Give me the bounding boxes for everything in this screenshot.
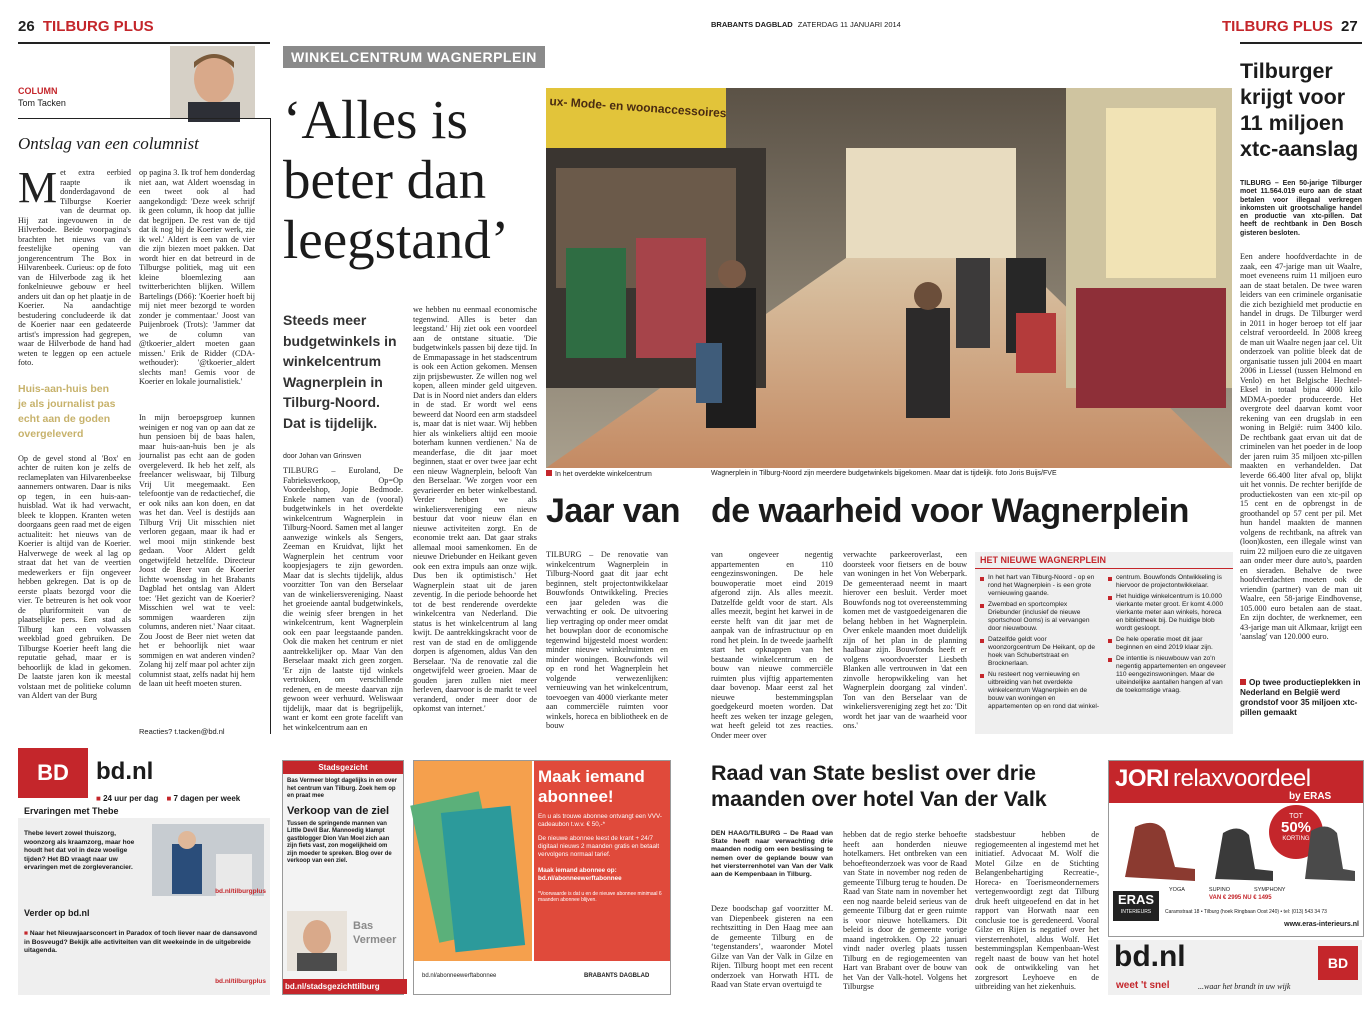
side-headline: Tilburger krijgt voor 11 miljoen xtc-aanslag: [1240, 59, 1359, 161]
bd-photo: [152, 824, 264, 896]
abo-brand: BRABANTS DAGBLAD: [584, 973, 650, 979]
bd-subhead-2: Verder op bd.nl: [24, 908, 90, 918]
raad-text-3: stadsbestuur hebben de regiogemeenten al ingestemd met het initiatief. Advocaat M. Wolf die Motel Gilze en de Stichting Belangenbehartiging Recreatie-, Horeca- en Toerismeondernemers vertegenwoordigt zegt dat Tilburg druk heeft uitgeoefend en dat in het rapport van Horwath naar een conclusie toe is geredeneerd. Vooral Gilze en Rijen is negatief over het viersterrenhotel, aldus Wolf. Het bestemmingsplan Kempenbaan-West regelt naast de bouw van het hotel ook de ontwikkeling van het zorgresort Leyhoeve en de uitbreiding van het ziekenhuis.: [975, 830, 1099, 991]
page-header-left: [18, 18, 154, 35]
column-pullquote: Huis-aan-huis ben je als journalist pas echt aan de goden overgeleverd: [18, 382, 116, 440]
bd-logo: bd.nl: [96, 758, 154, 785]
raad-lead: DEN HAAG/TILBURG – De Raad van State heeft naar verwachting drie maanden nodig om een beslissing te nemen over de geplande bouw van het viersterrenhotel van Van der Valk aan de Kempenbaan in Tilburg.: [711, 830, 833, 879]
feature-col-1: TILBURG – Euroland, De Fabrieksverkoop, Op=Op Voordeelshop, Jopie Bedmode. Enkele namen van de (vooral) budgetwinkels in het overdekte winkelcentrum Wagnerplein in Tilburg-Noord. Samen met al langer aanwezige winkels als Sengers, Zeeman en Kruidvat, lijkt het Wagnerplein het centrum voor koopjesjagers te zijn geworden. Maar dat is slechts tijdelijk, aldus voorzitter Ton van den Berselaar van de winkeliersvereniging. Naast het groeiende aantal budgetwinkels, die weinig sfeer brengen in het winkelcentrum, kent Wagnerplein ook een paar leegstaande panden. Ook die maken het centrum er niet aantrekkelijker op. Maar Van den Berselaar maakt zich geen zorgen. 'Er zijn de laatste tijd winkels vertrokken, om verschillende redenen, en de meeste daarvan zijn gewoon weer verhuurd. Weliswaar tijdelijk, maar dat is begrijpelijk, want er komt een grote facelift van het winkelcentrum aan en: [283, 466, 403, 732]
info-box-title: HET NIEUWE WAGNERPLEIN: [975, 552, 1233, 569]
jori-website[interactable]: www.eras-interieurs.nl: [1284, 921, 1359, 928]
headline-part-1: Jaar van: [546, 492, 680, 530]
article-col-b: van ongeveer negentig appartementen en 110 eengezinswoningen. De hele bouwoperatie moet eind 2019 afgerond zijn. Als alles meezit. Datzelfde geldt voor de start. Als alles meezit, begint het karwei in de eerste helft van dit jaar met de aanpak van de infrastructuur op en rond het plein. In de tweede jaarhelft start het opknappen van het bestaande winkelcentrum en de bouw van nieuwe commerciële ruimten plus vijftig appartementen daar bovenop. Maar eerst zal het nieuwe bestemmingsplan goedgekeurd moeten worden. Dat heeft zes weken ter inzage gelegen, wat heeft geleid tot zes reacties. Onder meer over: [711, 550, 833, 740]
column-text-1: et extra eerbied raapte ik donderdagavond de Tilburgse Koerier van de deurmat op. Hij zat ingevouwen in de Hilverbode. Beide voorpagina's brachten het nieuws van de feestelijke opening van jongerencentrum The Box in Hilvarenbeek. Curieus: op de foto van de Hilverbode zag ik het fonkelnieuwe gebouw er heel anders uit dan op het plaatje in de Koerier. Na aandachtige bestudering concludeerde ik dat de Koerier naar een gedateerde artist's impression had gegrepen, waar de Hilverbode de hand had weten te leggen op een actuele foto.: [18, 168, 131, 367]
bd-taglines: ■ 24 uur per dag ■ 7 dagen per week: [96, 794, 241, 803]
jori-chairs: [1115, 807, 1355, 887]
stad-intro: Bas Vermeer blogt dagelijks in en over het centrum van Tilburg. Zoek hem op en praat mee: [287, 778, 398, 799]
feature-kicker: WINKELCENTRUM WAGNERPLEIN: [283, 46, 545, 68]
info-box-col-1: [980, 574, 1100, 714]
side-lead: TILBURG – Een 50-jarige Tilburger moet 11.564.019 euro aan de staat betalen voor illegaal verkregen inkomsten uit grootschalige handel en productie van xtc-pillen. Dat heeft de rechtbank in Den Bosch gisteren besloten.: [1240, 180, 1362, 237]
bd-online-ad[interactable]: [18, 748, 270, 995]
abo-text-3: Maak iemand abonnee op: bd.nl/abonneewerftabonnee: [538, 867, 622, 882]
masthead: [711, 20, 901, 29]
jori-address: Caramstraat 18 • Tilburg (hoek Ringbaan Oost 240) • tel: (013) 543 34 73: [1165, 909, 1327, 915]
abo-voucher: [414, 761, 532, 961]
abo-text-1: En u als trouwe abonnee ontvangt een VVV-cadeaubon t.w.v. € 50,-*: [538, 813, 662, 828]
article-col-a: TILBURG – De renovatie van winkelcentrum Wagnerplein in Tilburg-Noord gaat dit jaar echt beginnen, stelt projectontwikkelaar Bouwfonds Ontwikkeling. Precies een jaar geleden was die verwachting er ook. De uitvoering liep vertraging op onder meer omdat het bouwplan door de economische tegenwind bijgesteld moest worden: minder nieuwe winkelruimten en minder woningen. Bouwfonds wil op en rond het Wagnerplein het volgende verwezenlijken: vernieuwing van het winkelcentrum, toevoegen van 4000 vierkante meter aan commerciële ruimten voor winkels, horeca en bibliotheek en de bouw: [546, 550, 668, 730]
column-col-1: [18, 163, 131, 753]
bd-footer-tag: weet 't snel: [1116, 980, 1170, 991]
headline-part-2: de waarheid voor Wagnerplein: [711, 492, 1189, 530]
stad-label: Stadsgezicht: [283, 761, 403, 774]
info-box-item: De intentie is nieuwbouw van zo'n negentig appartementen en ongeveer 110 eengezinswoningen. Maar de uiteindelijke aantallen hangen af van de toekomstige vraag.: [1108, 655, 1228, 695]
subscription-ad[interactable]: [413, 760, 671, 995]
info-box-item: Datzelfde geldt voor woonzorgcentrum De Heikant, op de hoek van Schubertstraat en Brocknerlaan.: [980, 636, 1100, 668]
eras-logo: ERAS INTERIEURS: [1113, 891, 1159, 921]
header-rule: [18, 42, 270, 44]
article-col-c: verwachte parkeeroverlast, een doorsteek voor fietsers en de bouw van woningen in het Von Weberpark. De gemeenteraad neemt in maart hierover een besluit. Verder moet Bouwfonds nog tot overeenstemming komen met de vastgoedeigenaren die belang hebben in het Wagnerplein. Over enkele maanden moet duidelijk zijn of het plan in de planning haalbaar zijn. Bouwfonds heeft er volgens woordvoerster Liesbeth Blanken alle vertrouwen in 'dat een zinvolle heropwikkeling van het Wagnerplein doorgang zal vinden'. Ton van den Berselaar van de winkeliersvereniging zegt het zo: 'Dit wordt het jaar van de waarheid voor ons.': [843, 550, 967, 730]
abo-small: *Voorwaarde is dat u en de nieuwe abonnee minimaal 6 maanden abonnee blijven.: [538, 891, 662, 903]
abo-link[interactable]: bd.nl/abonneewerftabonnee: [422, 973, 497, 979]
column-headline: Ontslag van een columnist: [18, 134, 199, 153]
column-side-rule: [270, 118, 271, 734]
column-text-3: op pagina 3. Ik trof hem donderdag niet aan, wat Aldert woensdag in een tweet ook al had aangekondigd: 'Deze week schrijf ik geen column, ik hoop dat jullie dat begrijpen. De rest van de tijd dat ik nog bij de Koerier werk, zie ik wel.' Aldert is een van de vier die zijn biezen moet pakken. Dat wordt hier en dat betreurd in de Tilburgse politiek, mag uit een kleine bloemlezing aan twitterberichten blijken. Willem Bartelings (D66): 'Koerier hoeft bij mij niet meer bezorgd te worden zonder je commentaar.' Joost van Puijenbroek (Trots): 'Jammer dat we de column van @tkoerier_aldert moeten gaan missen.' Erik de Ridder (CDA-wethouder): '@tkoerier_aldert slechts man! Gemis voor de Koerier en lokale journalistiek.': [139, 168, 255, 386]
column-author: Tom Tacken: [18, 98, 66, 108]
jori-price: VAN € 2995 NU € 1495: [1209, 895, 1272, 901]
abo-title: Maak iemand abonnee!: [538, 767, 645, 806]
stad-link[interactable]: bd.nl/stadsgezichttilburg: [283, 979, 407, 994]
stad-title: Verkoop van de ziel: [287, 804, 390, 817]
bd-footer-slogan: ...waar het brandt in uw wijk: [1198, 982, 1291, 991]
stad-portrait: [287, 911, 347, 971]
jori-title: JORI relaxvoordeel: [1115, 765, 1311, 792]
bd-text: Thebe levert zowel thuiszorg, woonzorg als kraamzorg, maar hoe houdt het dat vol in deze woelige tijden? Het BD vraagt naar uw ervaringen met de zorgleverancier.: [24, 830, 135, 871]
bd-lion-logo: BD: [18, 748, 88, 798]
feature-quote-headline: ‘Alles is beter dan leegstand’: [283, 89, 510, 270]
info-box-item: centrum. Bouwfonds Ontwikkeling is hiervoor de projectontwikkelaar.: [1108, 574, 1228, 590]
photo-caption-right: Wagnerplein in Tilburg-Noord zijn meerdere budgetwinkels bijgekomen. Maar dat is tijdelijk. foto Joris Buijs/FVE: [711, 470, 1057, 477]
mall-photo: [546, 88, 1232, 468]
bd-footer-logo: bd.nl: [1114, 940, 1186, 973]
column-reactions: Reacties? t.tacken@bd.nl: [139, 727, 225, 736]
raad-text-2: hebben dat de regio sterke behoefte heeft aan honderden nieuwe hotelkamers. Het ontbreken van een behoefteonderzoek was voor de Raad van State in november nog reden de gemeente Tilburg terug te houden. De Raad van State nam in november het een nog naarde beleid serieus van de gemeente Tilburg dat er geen ruimte is voor nieuwe hotelkamers. Dit beleid is door de gemeente vorige maand ingetrokken. Op 22 januari vindt nader overleg plaats tussen Tilburg en de regiogemeenten van Hart van Brabant over de bouw van het Van der Valk-hotel. Volgens het Tilburgse: [843, 830, 968, 991]
masthead-title: BRABANTS DAGBLAD: [711, 20, 793, 29]
bd-text-2: ■ Naar het Nieuwjaarsconcert in Paradox of toch liever naar de dansavond in Bosveugd? Bekijk alle activiteiten van dit weekeinde in de uitgebreide uitagenda.: [24, 930, 258, 954]
jori-badge: TOT 50% KORTING: [1269, 805, 1323, 859]
bd-link-1[interactable]: bd.nl/tilburgplus: [215, 888, 266, 895]
bd-subhead: Ervaringen met Thebe: [24, 806, 119, 816]
stad-name: Bas Vermeer: [353, 920, 397, 946]
page-header-right: [1222, 18, 1358, 35]
stad-text: Tussen de springende mannen van Little Devil Bar. Mannoedig klampt gastblogger Dion Van Moel zich aan zijn fiets vast, zon mogelijkheid om zijn moeder te spreken. Blog over de verkoop van een ziel.: [287, 820, 392, 864]
column-label: COLUMN: [18, 86, 58, 96]
column-text-4: In mijn beroepsgroep kunnen weinigen er nog van op aan dat ze hun pensioen bij de baas halen, maar huis-aan-huis ben je als journalist pas echt aan de goden overgeleverd. Ik heb het zelf, als freelancer weliswaar, bij Tilburg Vrij Uit meegemaakt. Een telefoontje van de redactiechef, die er ook niks aan kon doen, en dat was het dan. Veel is destijds aan Tilburg Vrij Uit misschien niet verloren gegaan, maar ik had er wel mooi mijn stinkende best gedaan. Voor Aldert geldt ongetwijfeld hetzelfde. Directeur Joost de Beer van de Koerier lichtte woensdag in het Brabants Dagblad het ontslag van Aldert toe: 'Het gezicht van de Koerier? Misschien wel wat te veel: sommigen waarderen zijn columns, anderen niet.' Naar citaat. Zou Joost de Beer niet weten dat het er behoorlijk niet waar sommigen en wat anderen vinden? Zolang hij zelf maar pol achter zijn columnist staat, zelfs nadat hij hem de laan uit heeft moeten sturen.: [139, 413, 255, 688]
info-box-item: Het huidige winkelcentrum is 10.000 vierkante meter groot. Er komt 4.000 vierkante meter aan winkels, horeca en bibliotheek bij. De huidige blob wordt gesloopt.: [1108, 593, 1228, 633]
info-box-item: Zwembad en sportcomplex Driebunder (inclusief de nieuwe sportschool Ooms) is al vervangen door nieuwbouw.: [980, 601, 1100, 633]
jori-by: by ERAS: [1289, 791, 1332, 802]
feature-byline: door Johan van Grinsven: [283, 453, 362, 460]
info-box-item: Nu resteert nog vernieuwing en uitbreiding van het overdekte winkelcentrum Wagnerplein en de bouw van woningen en appartementen op en rond dat winkel-: [980, 671, 1100, 711]
page-number: 26: [18, 18, 35, 35]
bd-footer-lion: BD: [1318, 946, 1358, 980]
column-col-2: [139, 168, 255, 753]
bd-footer-ad[interactable]: [1108, 940, 1362, 995]
info-box-item: De hele operatie moet dit jaar beginnen en eind 2019 klaar zijn.: [1108, 636, 1228, 652]
side-text: Een andere hoofdverdachte in de zaak, een 47-jarige man uit Waalre, moet eveneens ruim 11 miljoen euro aan de staat betalen. De twee waren leiders van een criminele organisatie die zich bezighield met productie en handel in drugs. De Tilburger werd in 2011 in hoger beroep tot elf jaar celstraf veroordeeld. In 2008 kreeg de man uit Waalre negen jaar cel. Uit onderzoek van politie bleek dat de organisatie tussen juli 2004 en maart 2006 in Liessel (tussen Helmond en Venlo) en het Belgische Hechtel-Eksel in totaal bijna 4000 kilo MDMA-poeder produceerde. Het overgrote deel daarvan komt voor rekening van een drugslab in een woning in België: ruim 3400 kilo. De rechtbank gaat ervan uit dat de criminelen van het poeder in de loop der jaren ruim 35 miljoen xtc-pillen maakten en verhandelden. Dat leverde 66.400 liter afval op, blijkt uit het vonnis. De rechter berijfde de productiekosten van een xtc-pil op 15 cent en de opbrengst in de groothandel op 57 cent per pil. Met hun handel maakten de mannen volgens de rechtbank, na aftrek van (loon)kosten, een illegale winst van ruim 22 miljoen euro die ze uitgaven aan onder meer dure auto's, paarden en sieraden. Behalve de twee hoofdverdachten moeten ook de vriendin (partner) van de man uit Waalre, een 58-jarige Eindhovense, 105.000 euro betalen aan de staat. En zijn dochter, de werknemer, een 43-jarige man uit Alkmaar, krijgt een 'aanslag' van 120.000 euro.: [1240, 252, 1362, 641]
raad-text-1: Deze boodschap gaf voorzitter M. van Diepenbeek gisteren na een rechtszitting in Den Haag mee aan de gemeente Tilburg en de ‘tegenstanders’, waaronder Motel Gilze van Van der Valk in Gilze en Rijen. Tilburg hoopt met een recent onderzoek van Horwath HTL de Raad van State ervan overtuigd te: [711, 904, 833, 989]
info-box-item: In het hart van Tilburg-Noord - op en rond het Wagnerplein - is een grote vernieuwing gaande.: [980, 574, 1100, 598]
masthead-date: ZATERDAG 11 JANUARI 2014: [797, 20, 901, 29]
section-title: TILBURG PLUS: [42, 18, 154, 35]
jori-models: YOGA SUPINO SYMPHONY: [1169, 887, 1286, 893]
stadsgezicht-ad[interactable]: [282, 760, 404, 995]
jori-ad[interactable]: [1108, 760, 1364, 937]
side-bullet: Op twee productieplekken in Nederland en België werd grondstof voor 35 miljoen xtc-pillen gemaakt: [1240, 678, 1361, 717]
info-box: [975, 552, 1233, 734]
feature-col-2: we hebben nu eenmaal economische tegenwind. Alles is beter dan leegstand.' Hij ziet ook een voordeel aan de ontstane situatie. 'Die budgetwinkels passen bij deze tijd. In de Emmapassage in het stadscentrum is ook een Action gekomen. Mensen zijn prijsbewuster. Ze willen nog wel kopen, alleen minder geld uitgeven. Dat is in Noord niet anders dan elders in de stad. Er wordt wel eens beweerd dat Noord een arm stadsdeel is, maar dat is niet waar. Wij hebben hier als winkeliers altijd een mooie boterham kunnen verdienen.' Na de meanderfase, die dit jaar moet beginnen, staat er over twee jaar echt een nieuw Wagnerplein, belooft Van den Berselaar. 'We zorgen voor een gevarieerder en beter winkelbestand. Verder hebben we als winkeliersvereniging een nieuw bestuur dat voor nieuw élan en nieuwe activiteiten zorgt. En de economie trekt aan. Dat gaar straks allemaal mooi samenkomen. En de nieuwe Driebunder en Heikant geven ook een extra impuls aan onze wijk. Dus ben ik optimistisch.' Het Wagnerplein staat uit de jaren zeventig. In die periode behoorde het tot de best renderende overdekte winkelcentra van Nederland. Die status is het winkelcentrum al lang kwijt. De aantrekkingskracht voor de rest van de stad en de omliggende dorpen is afgenomen, aldus Van den Berselaar. 'Na de renovatie zal die ongetwijfeld weer groeien. Maar de gouden jaren zullen niet meer herleven, daarvoor is de markt te veel veranderd, onder meer door de opkomst van internet.': [413, 305, 537, 713]
columnist-photo: [170, 46, 255, 118]
dropcap: M: [18, 163, 58, 212]
abo-text-2: De nieuwe abonnee leest de krant + 24/7 digitaal nieuws 2 maanden gratis en betaalt vervolgens normaal tarief.: [538, 835, 660, 858]
photo-shop-sign: ux- Mode- en woonaccessoires: [549, 94, 727, 121]
feature-intro: Steeds meer budgetwinkels in winkelcentrum Wagnerplein in Tilburg-Noord. Dat is tijdelijk.: [283, 312, 397, 431]
photo-caption-left: In het overdekte winkelcentrum: [546, 470, 681, 478]
bd-link-2[interactable]: bd.nl/tilburgplus: [215, 978, 266, 985]
column-text-2: Op de gevel stond al 'Box' en achter de ruiten kon je zelfs de reclameplaten van Hilvarenbeekse aannemers ontwaren. Daar is niks op tegen, in een huis-aan-huisblad. Wat ik had verwacht, bleek te kloppen. Kranten weten doorgaans geen raad met de eigen actualiteit: het nieuws van de Koerier is altijd van de Koerier. Halverwege de week al lag op straat dat het van de veertien medewerkers er fijn ongeveer hebben gekregen. Dat is op de eerste plaats bezorgd voor die vier. Te betreuren is het ook voor de pluriformiteit van de plaatselijke pers. Een stad als Tilburg kan een volwassen weekblad goed gebruiken. De Tilburgse Koerier heeft lang die reputatie gehad, maar er is behoorlijk de klad in gekomen. De laatste jaren kon ik meestal volstaan met de politieke column van Aldert van der Burg: [18, 453, 131, 700]
page-number-right: 27: [1341, 18, 1358, 35]
column-top-rule: [18, 118, 270, 119]
abo-panel: [534, 761, 670, 961]
header-rule-right: [1240, 42, 1362, 44]
raad-headline: Raad van State beslist over drie maanden over hotel Van der Valk: [711, 761, 1047, 811]
info-box-col-2: [1108, 574, 1228, 698]
section-title-right: TILBURG PLUS: [1222, 18, 1333, 35]
